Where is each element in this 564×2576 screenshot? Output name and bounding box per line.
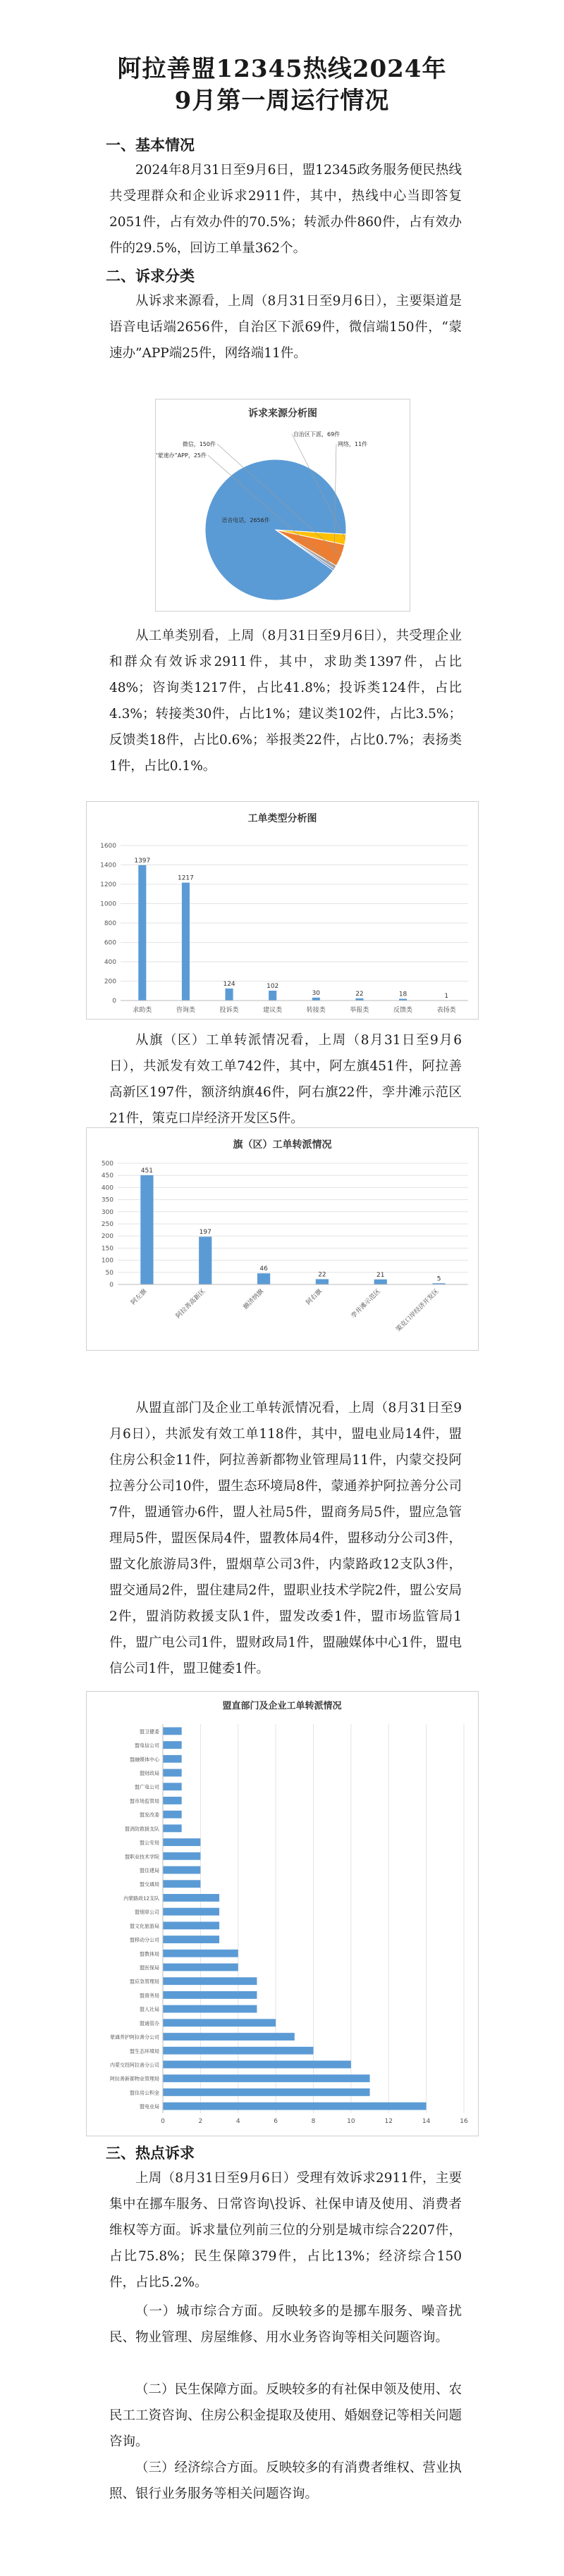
y-tick-label: 内蒙路政12支队: [123, 1895, 159, 1902]
bar: [138, 865, 146, 1001]
hbar: [163, 2088, 370, 2096]
hbar: [163, 1908, 219, 1916]
bar-value-label: 46: [259, 1265, 268, 1273]
x-tick-label: 举报类: [350, 1007, 369, 1014]
district-bar-chart: [86, 1127, 479, 1351]
y-tick-label: 盟电信公司: [135, 1742, 159, 1749]
pie-title: 诉求来源分析图: [248, 408, 317, 419]
bar: [140, 1175, 153, 1284]
x-tick-label: 建议类: [263, 1007, 283, 1014]
district-bar-svg: [87, 1128, 478, 1350]
y-tick-label: 100: [101, 1257, 114, 1265]
y-tick-label: 1600: [100, 843, 116, 850]
x-tick-label: 2: [198, 2118, 203, 2125]
y-tick-label: 200: [104, 978, 116, 986]
y-tick-label: 800: [104, 920, 116, 927]
bar-value-label: 1: [444, 992, 449, 1000]
y-tick-label: 450: [101, 1172, 114, 1180]
x-tick-label: 6: [274, 2118, 278, 2125]
bar-value-label: 1217: [177, 874, 194, 882]
city-paragraph: （一）城市综合方面。反映较多的是挪车服务、噪音扰民、物业管理、房屋维修、用水业务咨询等相关问题咨询。: [109, 2304, 462, 2345]
district-paragraph: 从旗（区）工单转派情况看，上周（8月31日至9月6日），共派发有效工单742件，其中，阿左旗451件，阿拉善高新区197件，额济纳旗46件，阿右旗22件，孪井滩示范区21件，策克口岸经济开发区5件。: [109, 1033, 462, 1126]
doc-title-line2: 9月第一周运行情况: [174, 87, 390, 115]
hotspot-paragraph: 上周（8月31日至9月6日）受理有效诉求2911件，主要集中在挪车服务、日常咨询\投诉、社保申请及使用、消费者维权等方面。诉求量位列前三位的分别是城市综合2207件，占比75.8%；民生保障379件，占比13%；经济综合150件，占比5.2%。: [109, 2171, 462, 2290]
type-bar-svg: [87, 802, 478, 1019]
x-tick-label: 策克口岸经济开发区: [395, 1288, 441, 1334]
bar-value-label: 18: [398, 991, 407, 998]
bar-chart-title: 旗（区）工单转派情况: [233, 1139, 332, 1151]
hbar: [163, 2047, 314, 2055]
livelihood-paragraph: （二）民生保障方面。反映较多的有社保申领及使用、农民工工资咨询、住房公积金提取及使用、婚姻登记等相关问题咨询。: [109, 2382, 462, 2449]
hbar: [163, 1755, 182, 1763]
hbar: [163, 1977, 257, 1985]
y-tick-label: 0: [109, 1282, 114, 1289]
y-tick-label: 盟财政局: [140, 1771, 159, 1776]
y-tick-label: 200: [101, 1233, 114, 1241]
hbar: [163, 1727, 182, 1735]
y-tick-label: 600: [104, 939, 116, 947]
section-heading-hotspot: 三、热点诉求: [106, 2144, 195, 2162]
y-tick-label: 盟移动分公司: [130, 1937, 159, 1943]
bar: [312, 998, 320, 1001]
hbar: [163, 1838, 200, 1846]
y-tick-label: 350: [101, 1196, 114, 1204]
basic-paragraph: 2024年8月31日至9月6日，盟12345政务服务便民热线共受理群众和企业诉求2911件，其中，热线中心当即答复2051件，占有效办件的70.5%；转派办件860件，占有效办件的29.5%，回访工单量362个。: [109, 163, 462, 256]
hbar: [163, 1783, 182, 1790]
x-tick-label: 阿拉善高新区: [175, 1288, 207, 1320]
y-tick-label: 盟商务局: [140, 1993, 159, 1999]
type-bar-chart: [86, 801, 479, 1020]
y-tick-label: 阿拉善新都物业管理局: [110, 2076, 159, 2082]
bar: [199, 1237, 212, 1284]
y-tick-label: 150: [101, 1245, 114, 1253]
hbar: [163, 1852, 200, 1860]
pie-slice-label: 微信，150件: [182, 441, 216, 447]
hbar: [163, 2019, 276, 2026]
x-tick-label: 表扬类: [436, 1007, 456, 1014]
hbar: [163, 2061, 351, 2069]
y-tick-label: 盟文化旅游局: [130, 1923, 159, 1929]
y-tick-label: 1200: [100, 881, 116, 888]
bar-value-label: 102: [266, 982, 279, 990]
x-tick-label: 咨询类: [176, 1007, 195, 1014]
y-tick-label: 盟卫健委: [140, 1728, 159, 1735]
hbar: [163, 1741, 182, 1749]
department-paragraph: 从盟直部门及企业工单转派情况看，上周（8月31日至9月6日），共派发有效工单118件，其中，盟电业局14件，盟住房公积金11件，阿拉善新都物业管理局11件，内蒙交投阿拉善分公司10件，盟生态环境局8件，蒙通养护阿拉善分公司7件，盟通管办6件，盟人社局5件，盟商务局5件，盟应急管理局5件，盟医保局4件，盟教体局4件，盟移动分公司3件，盟文化旅游局3件，盟烟草公司3件，内蒙路政12支队3件，盟交通局2件，盟住建局2件，盟职业技术学院2件，盟公安局2件，盟消防救援支队1件，盟发改委1件，盟市场监管局1件，盟广电公司1件，盟财政局1件，盟融媒体中心1件，盟电信公司1件，盟卫健委1件。: [109, 1401, 462, 1676]
y-tick-label: 盟职业技术学院: [125, 1854, 159, 1860]
bar-value-label: 1397: [134, 857, 151, 865]
bar-value-label: 124: [223, 980, 235, 988]
bar-value-label: 5: [436, 1275, 441, 1283]
y-tick-label: 盟住建局: [140, 1868, 159, 1874]
hbar: [163, 1921, 219, 1929]
x-tick-label: 孪井滩示范区: [350, 1288, 382, 1320]
hbar-title: 盟直部门及企业工单转派情况: [222, 1701, 342, 1711]
hbar: [163, 2033, 295, 2041]
y-tick-label: 盟住房公积金: [130, 2090, 159, 2096]
y-tick-label: 盟教体局: [140, 1951, 159, 1957]
y-tick-label: 盟烟草公司: [135, 1909, 159, 1916]
hbar: [163, 2074, 370, 2082]
x-tick-label: 投诉类: [219, 1007, 239, 1014]
x-tick-label: 反馈类: [393, 1007, 413, 1014]
x-tick-label: 阿左旗: [130, 1288, 149, 1307]
y-tick-label: 内蒙交投阿拉善分公司: [110, 2062, 159, 2068]
y-tick-label: 蒙通养护阿拉善分公司: [110, 2034, 159, 2041]
y-tick-label: 盟人社局: [140, 2007, 159, 2013]
hbar: [163, 2005, 257, 2013]
x-tick-label: 12: [384, 2118, 393, 2125]
y-tick-label: 盟通管办: [140, 2020, 159, 2026]
doc-title-line1: 阿拉善盟12345热线2024年: [117, 55, 447, 83]
bar: [374, 1280, 387, 1284]
source-pie-chart: [155, 399, 410, 612]
bar-value-label: 21: [376, 1271, 385, 1279]
economy-paragraph: （三）经济综合方面。反映较多的有消费者维权、营业执照、银行业务服务等相关问题咨询。: [109, 2460, 462, 2501]
bar-value-label: 22: [355, 990, 364, 998]
x-tick-label: 14: [422, 2118, 431, 2125]
bar: [257, 1273, 270, 1284]
y-tick-label: 400: [104, 959, 116, 966]
y-tick-label: 500: [101, 1160, 114, 1168]
hbar: [163, 1880, 200, 1888]
y-tick-label: 盟交通局: [140, 1881, 159, 1888]
hbar: [163, 1950, 238, 1957]
hbar: [163, 1811, 182, 1819]
y-tick-label: 盟医保局: [140, 1965, 159, 1971]
y-tick-label: 250: [101, 1221, 114, 1228]
hbar: [163, 1797, 182, 1804]
hbar: [163, 2103, 427, 2110]
x-tick-label: 0: [161, 2118, 165, 2125]
y-tick-label: 400: [101, 1184, 114, 1192]
y-tick-label: 盟市场监管局: [130, 1798, 159, 1804]
pie-slice-label: 语音电话，2656件: [221, 517, 270, 524]
x-tick-label: 16: [460, 2118, 468, 2125]
hbar: [163, 1991, 257, 1999]
bar: [316, 1279, 329, 1284]
y-tick-label: 盟生态环境局: [130, 2048, 159, 2055]
department-hbar-svg: [87, 1692, 478, 2136]
bar: [269, 991, 276, 1001]
x-tick-label: 求助类: [133, 1007, 152, 1014]
x-tick-label: 转接类: [306, 1007, 326, 1014]
hbar: [163, 1824, 182, 1832]
x-tick-label: 额济纳旗: [242, 1288, 266, 1311]
y-tick-label: 盟公安局: [140, 1840, 159, 1846]
bar-value-label: 451: [140, 1167, 154, 1175]
department-hbar-chart: [86, 1691, 479, 2136]
pie-slice-label: 自治区下派，69件: [293, 431, 341, 438]
source-pie-svg: [156, 400, 410, 611]
pie-slice-label: “蒙速办”APP，25件: [156, 452, 207, 459]
bar: [226, 989, 233, 1001]
y-tick-label: 盟发改委: [140, 1812, 159, 1819]
section-heading-basic: 一、基本情况: [106, 136, 195, 154]
category-paragraph: 从工单类别看，上周（8月31日至9月6日），共受理企业和群众有效诉求2911件，其中，求助类1397件，占比48%；咨询类1217件，占比41.8%；投诉类124件，占比4.3%；转接类30件，占比1%；建议类102件，占比3.5%；反馈类18件，占比0.6%；举报类22件，占比0.7%；表扬类1件，占比0.1%。: [109, 628, 462, 774]
y-tick-label: 300: [101, 1208, 114, 1216]
y-tick-label: 1400: [100, 862, 116, 869]
bar-value-label: 197: [199, 1229, 212, 1237]
x-tick-label: 阿右旗: [305, 1288, 324, 1307]
y-tick-label: 盟消防救援支队: [125, 1826, 159, 1832]
hbar: [163, 1769, 182, 1777]
hbar: [163, 1964, 238, 1971]
x-tick-label: 8: [311, 2118, 316, 2125]
x-tick-label: 10: [347, 2118, 355, 2125]
x-tick-label: 4: [235, 2118, 240, 2125]
y-tick-label: 盟应急管理局: [130, 1979, 159, 1985]
y-tick-label: 盟广电公司: [135, 1784, 159, 1790]
pie-slice-label: 网络，11件: [338, 441, 368, 447]
source-paragraph: 从诉求来源看，上周（8月31日至9月6日），主要渠道是语音电话端2656件，自治区下派69件，微信端150件，“蒙速办”APP端25件，网络端11件。: [109, 294, 462, 361]
bar-chart-title: 工单类型分析图: [247, 813, 317, 824]
y-tick-label: 盟融媒体中心: [130, 1757, 159, 1763]
y-tick-label: 盟电业局: [140, 2104, 159, 2110]
hbar: [163, 1894, 219, 1902]
hbar: [163, 1936, 219, 1943]
bar-value-label: 22: [318, 1271, 326, 1279]
bar: [182, 883, 190, 1001]
y-tick-label: 50: [105, 1269, 114, 1277]
y-tick-label: 1000: [100, 900, 116, 908]
hbar: [163, 1866, 200, 1874]
y-tick-label: 0: [112, 998, 116, 1005]
section-heading-classify: 二、诉求分类: [106, 267, 195, 285]
bar-value-label: 30: [312, 989, 321, 997]
